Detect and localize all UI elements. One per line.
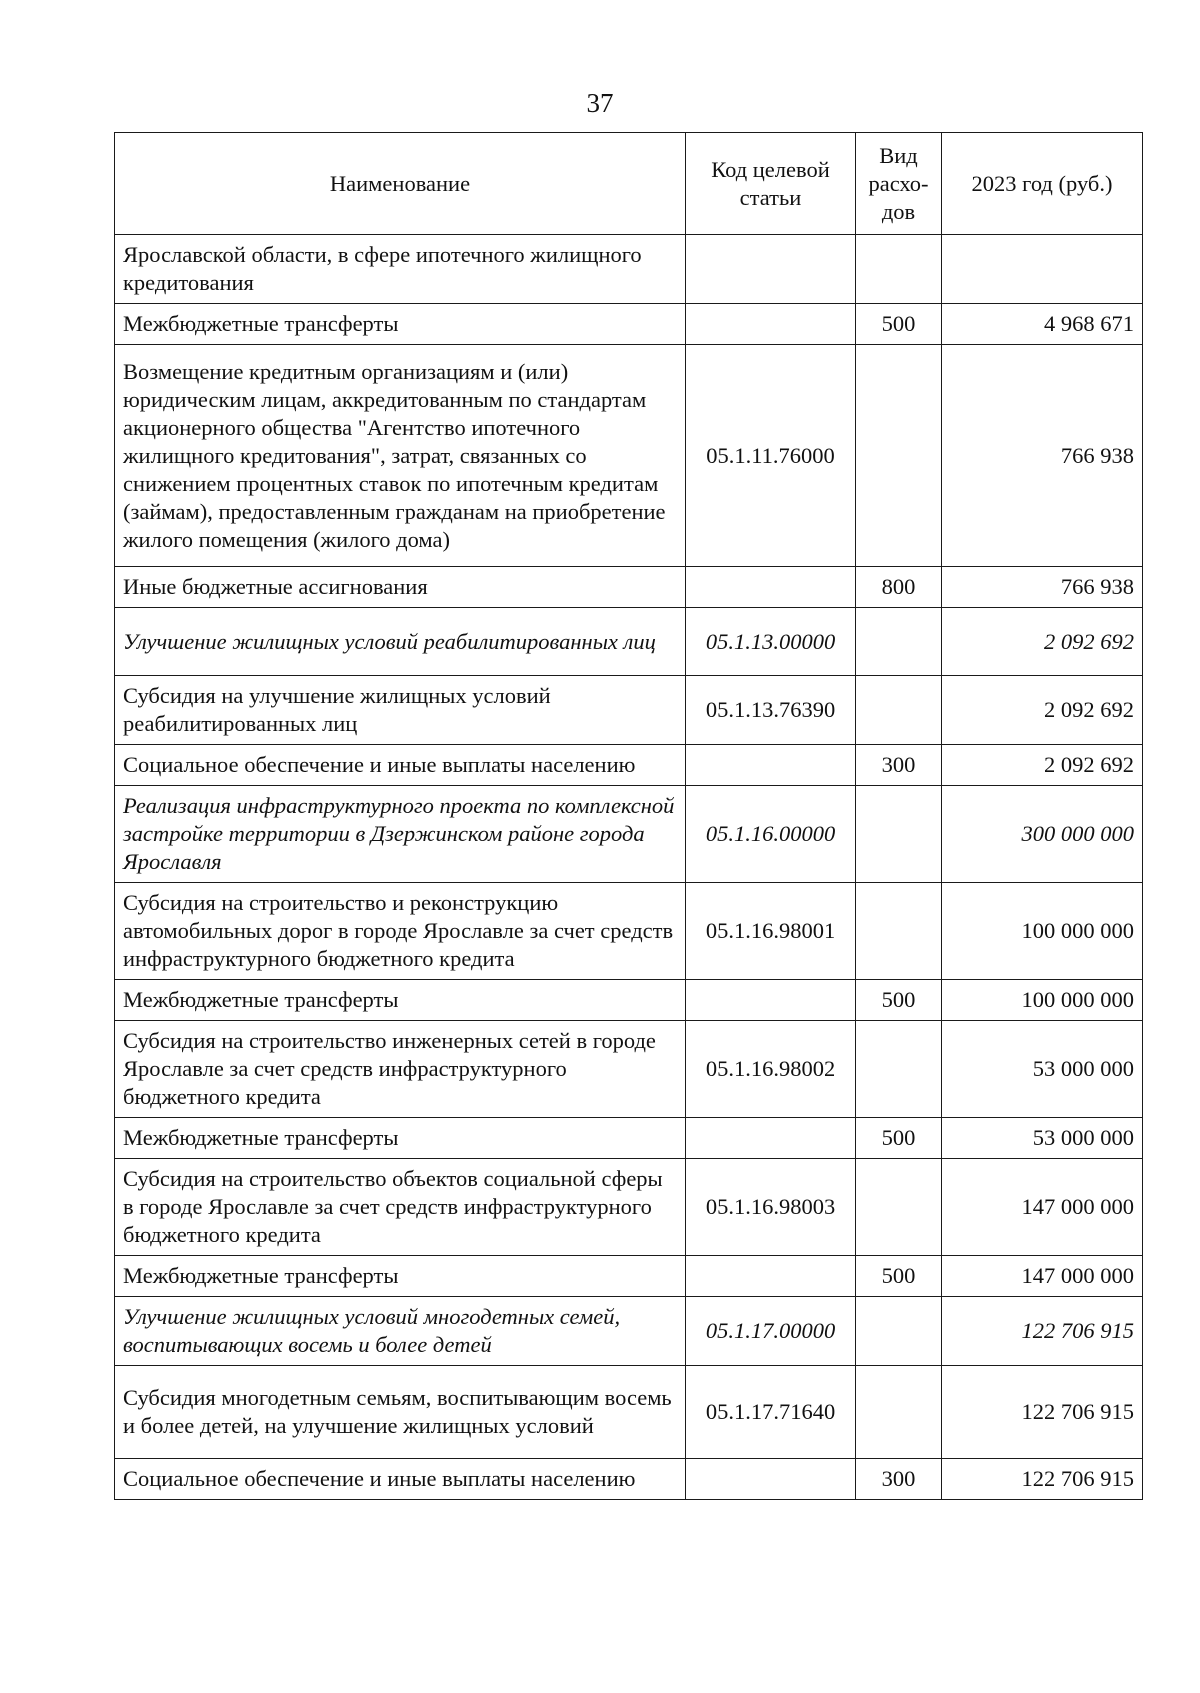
table-header [115,133,1143,235]
cell-code: 05.1.16.98003 [686,1159,856,1256]
cell-sum: 147 000 000 [942,1159,1143,1256]
table-row [115,980,1143,1021]
cell-sum: 2 092 692 [942,676,1143,745]
header-code: Код целевой статьи [686,133,856,235]
cell-type [856,883,942,980]
cell-type [856,345,942,567]
cell-type [856,1366,942,1459]
table-row [115,345,1143,567]
cell-sum: 300 000 000 [942,786,1143,883]
cell-type [856,676,942,745]
cell-sum: 53 000 000 [942,1118,1143,1159]
cell-name: Улучшение жилищных условий реабилитированных лиц [115,608,686,676]
cell-name: Социальное обеспечение и иные выплаты населению [115,745,686,786]
cell-code: 05.1.16.00000 [686,786,856,883]
cell-code [686,235,856,304]
table-row [115,235,1143,304]
cell-type: 500 [856,304,942,345]
cell-sum: 122 706 915 [942,1459,1143,1500]
cell-name: Межбюджетные трансферты [115,1118,686,1159]
cell-code [686,745,856,786]
table-row [115,676,1143,745]
page-number: 37 [586,88,614,118]
cell-sum: 2 092 692 [942,745,1143,786]
cell-name: Иные бюджетные ассигнования [115,567,686,608]
cell-code: 05.1.16.98001 [686,883,856,980]
table-row [115,1297,1143,1366]
cell-type [856,1159,942,1256]
table-row [115,608,1143,676]
cell-sum: 766 938 [942,567,1143,608]
cell-type: 500 [856,1118,942,1159]
cell-code [686,980,856,1021]
cell-sum: 53 000 000 [942,1021,1143,1118]
cell-type [856,786,942,883]
table-row [115,786,1143,883]
table-row [115,1366,1143,1459]
cell-sum: 4 968 671 [942,304,1143,345]
cell-type: 800 [856,567,942,608]
cell-sum [942,235,1143,304]
cell-name: Субсидия на улучшение жилищных условий реабилитированных лиц [115,676,686,745]
cell-code [686,1459,856,1500]
cell-name: Субсидия на строительство и реконструкцию автомобильных дорог в городе Ярославле за счет средств инфраструктурного бюджетного кредита [115,883,686,980]
cell-code [686,1256,856,1297]
header-row [115,133,1143,235]
cell-sum: 2 092 692 [942,608,1143,676]
cell-name: Ярославской области, в сфере ипотечного жилищного кредитования [115,235,686,304]
cell-name: Реализация инфраструктурного проекта по комплексной застройке территории в Дзержинском районе города Ярославля [115,786,686,883]
table-row [115,1118,1143,1159]
cell-code [686,1118,856,1159]
cell-name: Субсидия на строительство объектов социальной сферы в городе Ярославле за счет средств инфраструктурного бюджетного кредита [115,1159,686,1256]
header-name: Наименование [115,133,686,235]
table-row [115,1159,1143,1256]
table-row [115,1256,1143,1297]
cell-sum: 100 000 000 [942,883,1143,980]
table-row [115,1459,1143,1500]
header-sum: 2023 год (руб.) [942,133,1143,235]
cell-type [856,608,942,676]
table-row [115,745,1143,786]
cell-type: 300 [856,745,942,786]
table-row [115,883,1143,980]
cell-sum: 147 000 000 [942,1256,1143,1297]
table-row [115,304,1143,345]
cell-name: Межбюджетные трансферты [115,1256,686,1297]
budget-table [114,132,1143,1500]
cell-name: Межбюджетные трансферты [115,304,686,345]
cell-sum: 122 706 915 [942,1366,1143,1459]
cell-type [856,1021,942,1118]
cell-code [686,567,856,608]
cell-type [856,1297,942,1366]
cell-code: 05.1.17.00000 [686,1297,856,1366]
cell-name: Возмещение кредитным организациям и (или) юридическим лицам, аккредитованным по стандартам акционерного общества "Агентство ипотечного жилищного кредитования", затрат, связанных со снижением процентных ставок по ипотечным кредитам (займам), предоставленным гражданам на приобретение жилого помещения (жилого дома) [115,345,686,567]
table-row [115,567,1143,608]
cell-name: Межбюджетные трансферты [115,980,686,1021]
cell-type: 300 [856,1459,942,1500]
cell-name: Субсидия на строительство инженерных сетей в городе Ярославле за счет средств инфраструктурного бюджетного кредита [115,1021,686,1118]
cell-sum: 122 706 915 [942,1297,1143,1366]
cell-name: Субсидия многодетным семьям, воспитывающим восемь и более детей, на улучшение жилищных условий [115,1366,686,1459]
cell-code [686,304,856,345]
cell-sum: 766 938 [942,345,1143,567]
cell-code: 05.1.11.76000 [686,345,856,567]
cell-type: 500 [856,980,942,1021]
cell-code: 05.1.13.76390 [686,676,856,745]
cell-code: 05.1.13.00000 [686,608,856,676]
cell-name: Социальное обеспечение и иные выплаты населению [115,1459,686,1500]
table-body [115,235,1143,1500]
header-type: Вид расхо-дов [856,133,942,235]
cell-type: 500 [856,1256,942,1297]
cell-type [856,235,942,304]
table-row [115,1021,1143,1118]
cell-code: 05.1.16.98002 [686,1021,856,1118]
cell-name: Улучшение жилищных условий многодетных семей, воспитывающих восемь и более детей [115,1297,686,1366]
cell-code: 05.1.17.71640 [686,1366,856,1459]
cell-sum: 100 000 000 [942,980,1143,1021]
